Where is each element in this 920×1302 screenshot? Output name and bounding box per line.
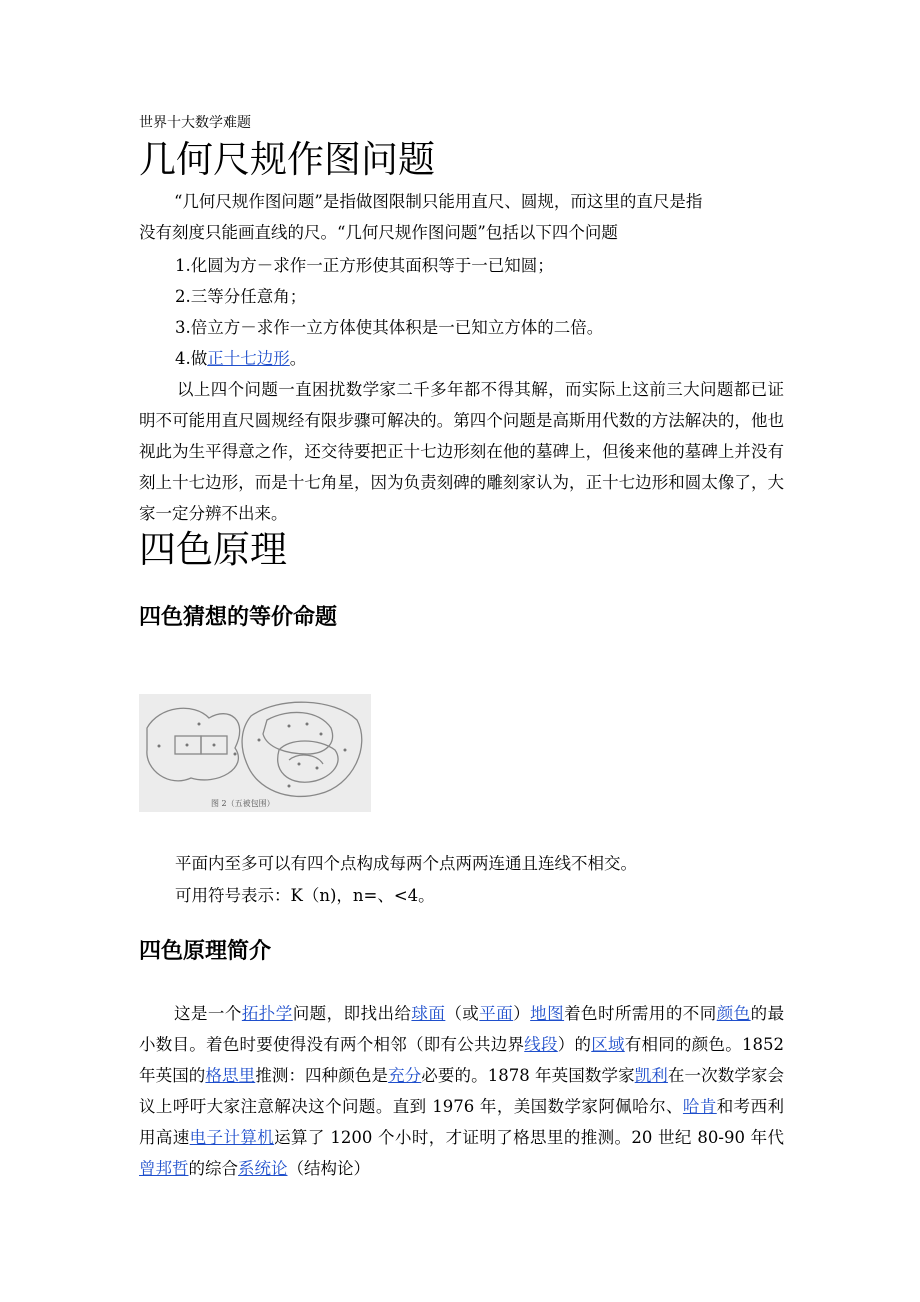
text-span: 在一次数学家会议上呼吁大家注意解决这个问题。直到 1976 年，美国数学家阿佩哈尔、 <box>139 1066 785 1116</box>
link-systems-theory[interactable]: 系统论 <box>238 1159 288 1178</box>
link-plane[interactable]: 平面 <box>479 1004 514 1023</box>
doc-small-title: 世界十大数学难题 <box>139 115 251 131</box>
text-span: 有相同的颜色。1852 年英国的 <box>139 1035 784 1085</box>
link-topology[interactable]: 拓扑学 <box>241 1004 293 1023</box>
text-span: 和考西利用高速 <box>139 1097 785 1147</box>
link-computer[interactable]: 电子计算机 <box>189 1128 275 1147</box>
figure-caption: 图 2（五被包围） <box>211 799 275 808</box>
section-title-four-color: 四色原理 <box>139 528 287 571</box>
link-region[interactable]: 区域 <box>591 1035 625 1054</box>
problem-item-4-prefix: 4.做 <box>175 349 208 368</box>
link-sphere[interactable]: 球面 <box>411 1004 446 1023</box>
problem-item-4 <box>175 343 306 374</box>
text-span: ） <box>513 1004 531 1023</box>
problem-item-1: 1.化圆为方－求作一正方形使其面积等于一已知圆； <box>175 256 554 275</box>
link-map[interactable]: 地图 <box>530 1004 565 1023</box>
link-haken[interactable]: 哈肯 <box>682 1097 717 1116</box>
equivalent-line2: 可用符号表示：K（n)，n=、<4。 <box>175 886 435 905</box>
geometry-body: 以上四个问题一直困扰数学家二千多年都不得其解，而实际上这前三大问题都已证明不可能用直尺圆规经有限步骤可解决的。第四个问题是高斯用代数的方法解决的，他也视此为生平得意之作，还交待要把正十七边形刻在他的墓碑上，但後来他的墓碑上并没有刻上十七边形，而是十七角星，因为负责刻碑的雕刻家认为，正十七边形和圆太像了，大家一定分辨不出来。 <box>139 380 784 523</box>
four-color-figure <box>139 694 371 812</box>
link-color[interactable]: 颜色 <box>716 1004 751 1023</box>
text-span: 着色时所需用的不同 <box>564 1004 717 1023</box>
problem-item-4-suffix: 。 <box>289 349 307 368</box>
link-cayley[interactable]: 凯利 <box>634 1066 668 1085</box>
text-span: 这是一个 <box>174 1004 242 1023</box>
geometry-intro-line1: “几何尺规作图问题”是指做图限制只能用直尺、圆规，而这里的直尺是指 <box>174 192 703 211</box>
four-color-intro-paragraph <box>139 998 784 1184</box>
text-span: 必要的。1878 年英国数学家 <box>421 1066 635 1085</box>
link-zeng-bangzhe[interactable]: 曾邦哲 <box>139 1159 189 1178</box>
section-title-geometry: 几何尺规作图问题 <box>139 138 435 181</box>
problem-item-2: 2.三等分任意角； <box>175 287 307 306</box>
text-span: （或 <box>445 1004 480 1023</box>
link-guthrie[interactable]: 格思里 <box>205 1066 256 1085</box>
link-sufficient[interactable]: 充分 <box>388 1066 422 1085</box>
subheading-equivalent: 四色猜想的等价命题 <box>139 605 338 630</box>
link-heptadecagon[interactable]: 正十七边形 <box>207 349 290 368</box>
problem-item-3: 3.倍立方－求作一立方体使其体积是一已知立方体的二倍。 <box>175 318 604 337</box>
text-span: 的综合 <box>188 1159 238 1178</box>
equivalent-line1: 平面内至多可以有四个点构成每两个点两两连通且连线不相交。 <box>175 854 637 873</box>
text-span: 的最小数目。着色时要使得没有两个相邻（即有公共边界 <box>139 1004 785 1054</box>
map-diagram-icon <box>139 694 371 812</box>
geometry-intro-line2: 没有刻度只能画直线的尺。“几何尺规作图问题”包括以下四个问题 <box>139 223 618 242</box>
text-span: ）的 <box>557 1035 592 1054</box>
subheading-intro: 四色原理简介 <box>139 939 272 964</box>
text-span: （结构论） <box>287 1159 370 1178</box>
text-span: 运算了 1200 个小时，才证明了格思里的推测。20 世纪 80-90 年代 <box>274 1128 785 1147</box>
link-line-segment[interactable]: 线段 <box>524 1035 558 1054</box>
text-span: 问题，即找出给 <box>292 1004 412 1023</box>
text-span: 推测：四种颜色是 <box>255 1066 389 1085</box>
